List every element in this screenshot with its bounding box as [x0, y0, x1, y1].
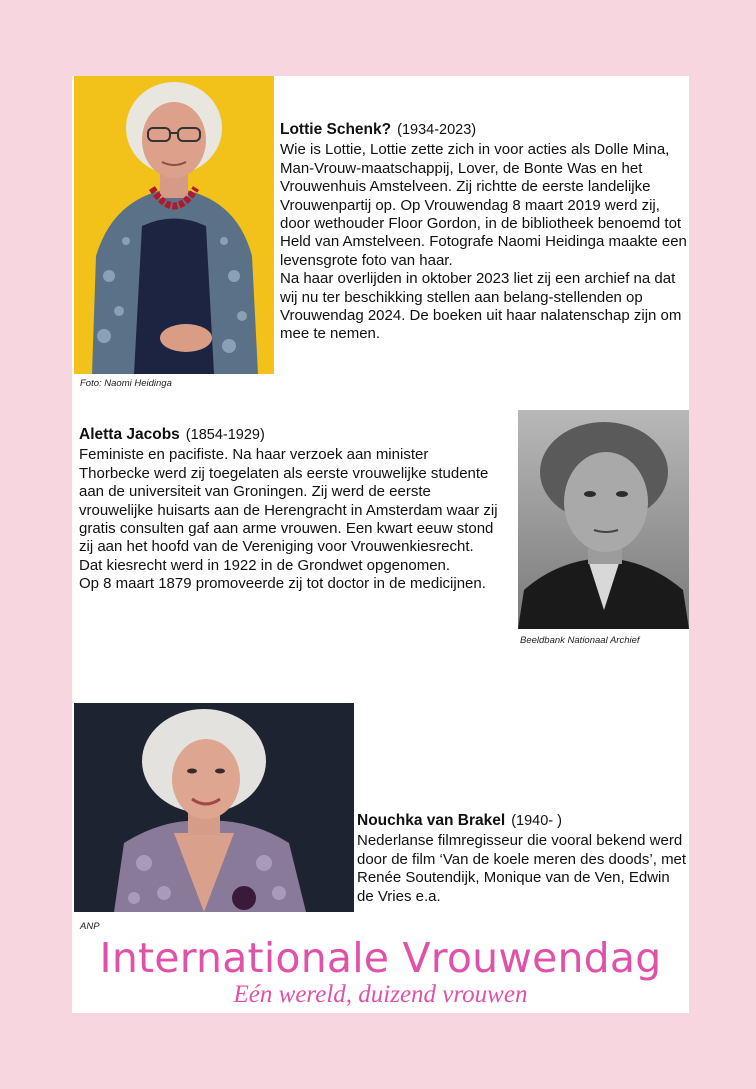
bio-lottie-schenk: [280, 121, 690, 344]
portrait-aletta-jacobs: [518, 410, 689, 629]
bio-paragraph: Feministe en pacifiste. Na haar verzoek aan minister Thorbecke werd zij toegelaten als eerste vrouwelijke studente aan de universiteit van Groningen. Zij werd de eerste vrouwelijke huisarts aan de Herengracht in Amsterdam waar zij gratis consulten gaf aan arme vrouwen. Een kwart eeuw stond zij aan het hoofd van de Vereniging voor Vrouwenkiesrecht. Dat kiesrecht werd in 1922 in de Grondwet opgenomen.: [79, 446, 498, 574]
portrait-nouchka-van-brakel: [74, 703, 354, 912]
bio-paragraph: Wie is Lottie, Lottie zette zich in voor acties als Dolle Mina, Man-Vrouw-maatschappij, Lover, de Bonte Was en het Vrouwenhuis Amstelveen. Zij richtte de eerste landelijke Vrouwenpartij op. Op Vrouwendag 8 maart 2019 werd zij, door wethouder Floor Gordon, in de bibliotheek benoemd tot Held van Amstelveen. Fotografe Naomi Heidinga maakte een levensgrote foto van haar.: [280, 141, 687, 269]
person-years: (1940- ): [511, 813, 562, 829]
photo-credit-aletta: Beeldbank Nationaal Archief: [520, 635, 640, 646]
bio-paragraph: Op 8 maart 1879 promoveerde zij tot doctor in de medicijnen.: [79, 575, 486, 593]
photo-credit-nouchka: ANP: [80, 921, 100, 932]
bio-aletta-jacobs: [79, 426, 499, 594]
bio-paragraph: Na haar overlijden in oktober 2023 liet zij een archief na dat wij nu ter beschikking stellen aan belang-stellenden op Vrouwendag 2024. De boeken uit haar nalatenschap zijn om mee te nemen.: [280, 270, 682, 343]
bio-nouchka-van-brakel: [357, 812, 689, 906]
photo-credit-lottie: Foto: Naomi Heidinga: [80, 378, 172, 389]
person-years: (1854-1929): [185, 427, 265, 443]
portrait-lottie-schenk: [74, 76, 274, 374]
person-name: Aletta Jacobs: [79, 426, 180, 443]
person-name: Nouchka van Brakel: [357, 812, 506, 829]
poster-page: [72, 76, 689, 1013]
heading-lottie: [280, 121, 690, 139]
heading-nouchka: [357, 812, 689, 830]
person-years: (1934-2023): [397, 122, 477, 138]
person-name: Lottie Schenk?: [280, 121, 392, 138]
heading-aletta: [79, 426, 499, 444]
event-title: Internationale Vrouwendag: [99, 934, 662, 982]
bio-paragraph: Nederlanse filmregisseur die vooral bekend werd door de film ‘Van de koele meren des doods’, met Renée Soutendijk, Monique van de Ven, Edwin de Vries e.a.: [357, 832, 687, 905]
event-tagline: Eén wereld, duizend vrouwen: [233, 981, 528, 1008]
